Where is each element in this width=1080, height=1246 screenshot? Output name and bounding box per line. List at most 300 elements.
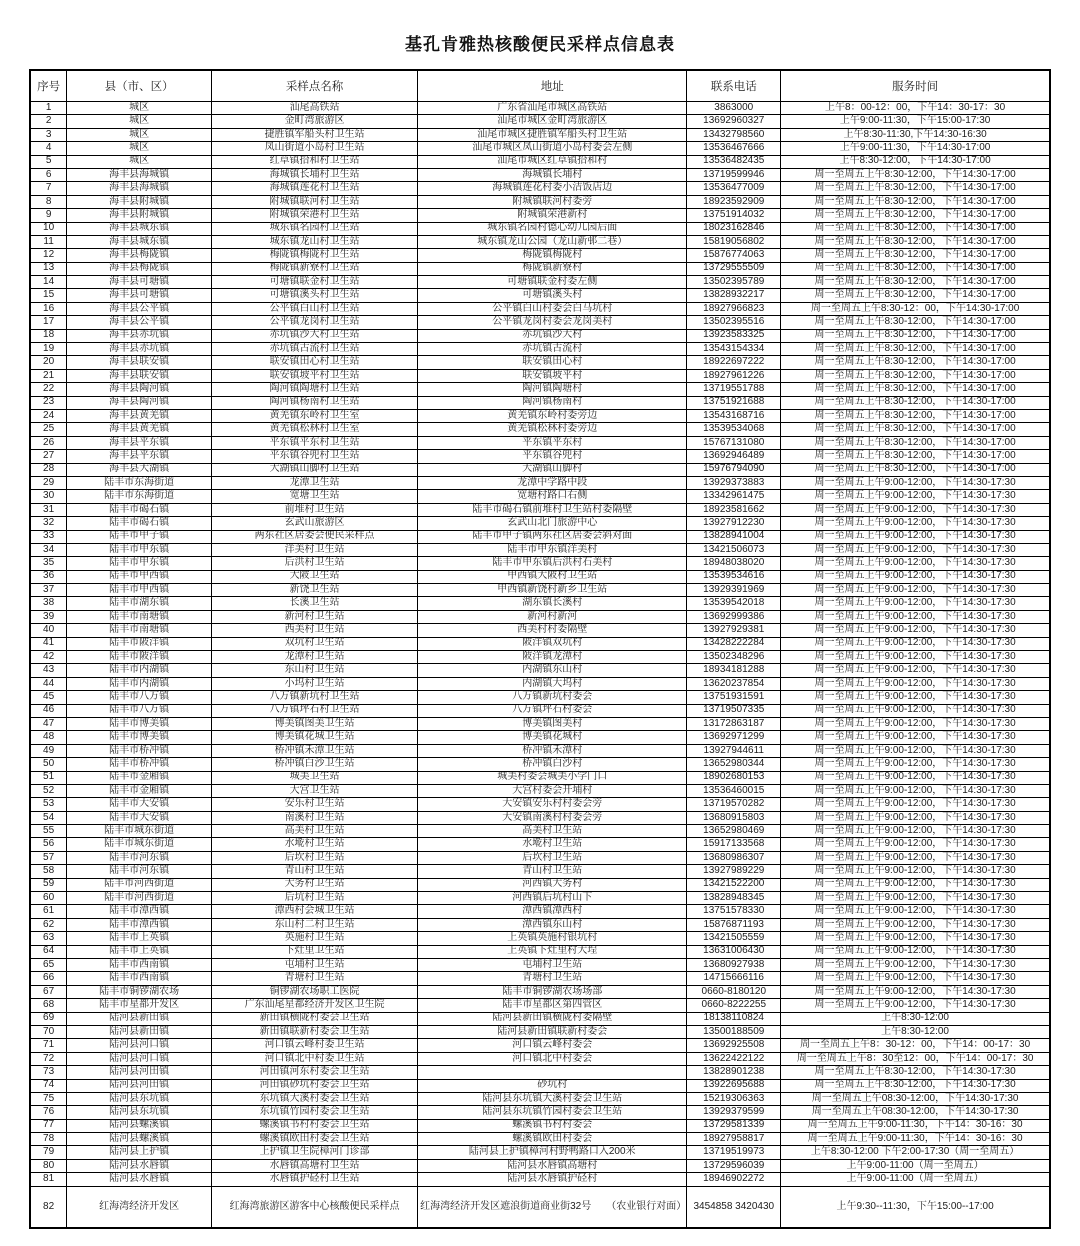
cell-address: 大湖镇山脚村 — [418, 463, 687, 476]
cell-phone: 13719519973 — [687, 1146, 781, 1159]
cell-index: 7 — [30, 182, 67, 195]
cell-county: 陆河县螺溪镇 — [67, 1133, 212, 1146]
cell-site-name: 青山村卫生站 — [212, 865, 418, 878]
cell-index: 4 — [30, 142, 67, 155]
cell-phone: 13828948345 — [687, 892, 781, 905]
cell-index: 73 — [30, 1066, 67, 1079]
cell-county: 陆丰市东海街道 — [67, 490, 212, 503]
cell-address: 陂洋镇双坑村 — [418, 637, 687, 650]
cell-phone: 13923583325 — [687, 329, 781, 342]
cell-phone: 13828932217 — [687, 289, 781, 302]
cell-site-name: 水墘村卫生站 — [212, 838, 418, 851]
cell-index: 69 — [30, 1012, 67, 1025]
table-row — [30, 637, 1050, 650]
table-row — [30, 329, 1050, 342]
cell-address: 河口镇北中村委会 — [418, 1052, 687, 1065]
cell-service-time: 周一至周五上午08:30-12:00，下午14:30-17:30 — [781, 1092, 1050, 1105]
cell-address: 河西镇后坑村山下 — [418, 892, 687, 905]
cell-site-name: 东山村卫生站 — [212, 664, 418, 677]
cell-service-time: 周一至周五上午8:30-12:00，下午14:30-17:00 — [781, 450, 1050, 463]
cell-site-name: 平东镇平东村卫生站 — [212, 436, 418, 449]
cell-site-name: 公平镇龙岗村卫生站 — [212, 316, 418, 329]
cell-phone: 13828941004 — [687, 530, 781, 543]
cell-address: 联安镇坡平村 — [418, 369, 687, 382]
cell-address — [418, 1066, 687, 1079]
cell-address: 青塘村卫生站 — [418, 972, 687, 985]
cell-county: 陆河县河口镇 — [67, 1052, 212, 1065]
cell-index: 17 — [30, 316, 67, 329]
table-row — [30, 1119, 1050, 1132]
cell-county: 海丰县陶河镇 — [67, 396, 212, 409]
cell-index: 38 — [30, 597, 67, 610]
cell-service-time: 周一至周五上午8:30-12:00，下午14:30-17:00 — [781, 369, 1050, 382]
table-row — [30, 195, 1050, 208]
cell-site-name: 海城镇莲花村卫生站 — [212, 182, 418, 195]
cell-address: 大宫村委会开埔村 — [418, 784, 687, 797]
table-row — [30, 463, 1050, 476]
cell-site-name: 潭西村会城卫生站 — [212, 905, 418, 918]
cell-address: 城美村委会城美小学门口 — [418, 771, 687, 784]
cell-index: 27 — [30, 450, 67, 463]
cell-county: 陆丰市陂洋镇 — [67, 651, 212, 664]
cell-index: 62 — [30, 918, 67, 931]
cell-county: 陆丰市大安镇 — [67, 811, 212, 824]
cell-site-name: 洋美村卫生站 — [212, 543, 418, 556]
cell-site-name: 陶河镇陶塘村卫生站 — [212, 383, 418, 396]
cell-county: 陆河县河口镇 — [67, 1039, 212, 1052]
cell-phone: 18948038020 — [687, 557, 781, 570]
cell-index: 61 — [30, 905, 67, 918]
cell-phone: 13927944611 — [687, 744, 781, 757]
cell-service-time: 周一至周五上午8:30-12：00，下午14:30-17:00 — [781, 302, 1050, 315]
cell-county: 海丰县大湖镇 — [67, 463, 212, 476]
table-row — [30, 450, 1050, 463]
cell-county: 陆丰市城东街道 — [67, 825, 212, 838]
cell-index: 25 — [30, 423, 67, 436]
cell-phone: 18138110824 — [687, 1012, 781, 1025]
cell-index: 11 — [30, 235, 67, 248]
cell-address: 陆丰市甲东镇后洪村石美村 — [418, 557, 687, 570]
cell-address: 附城镇荣港新村 — [418, 209, 687, 222]
cell-service-time: 周一至周五上午8:30-12:00，下午14:30-17:00 — [781, 383, 1050, 396]
table-row — [30, 490, 1050, 503]
cell-site-name: 联安镇坡平村卫生站 — [212, 369, 418, 382]
cell-site-name: 龙潭卫生站 — [212, 476, 418, 489]
cell-service-time: 上午9:00-11:30，下午14:30-17:00 — [781, 142, 1050, 155]
cell-index: 29 — [30, 476, 67, 489]
cell-phone: 13692999386 — [687, 610, 781, 623]
cell-phone: 13536467666 — [687, 142, 781, 155]
table-row — [30, 1079, 1050, 1092]
cell-address: 梅陇镇梅陇村 — [418, 249, 687, 262]
cell-address: 砂坑村 — [418, 1079, 687, 1092]
cell-index: 80 — [30, 1159, 67, 1172]
cell-index: 54 — [30, 811, 67, 824]
cell-county: 城区 — [67, 128, 212, 141]
cell-site-name: 上护镇卫生院樟河门诊部 — [212, 1146, 418, 1159]
cell-county: 城区 — [67, 102, 212, 115]
cell-address: 陆河县水唇镇高塘村 — [418, 1159, 687, 1172]
cell-index: 48 — [30, 731, 67, 744]
cell-index: 67 — [30, 985, 67, 998]
cell-county: 海丰县赤坑镇 — [67, 329, 212, 342]
cell-service-time: 上午8:30-12:00 下午2:00-17:30（周一至周五） — [781, 1146, 1050, 1159]
cell-county: 城区 — [67, 115, 212, 128]
cell-index: 6 — [30, 168, 67, 181]
table-row — [30, 717, 1050, 730]
table-row — [30, 249, 1050, 262]
table-row — [30, 235, 1050, 248]
cell-index: 46 — [30, 704, 67, 717]
cell-county: 陆丰市星都开发区 — [67, 999, 212, 1012]
cell-index: 81 — [30, 1173, 67, 1186]
cell-address: 公平镇龙岗村委会龙岗美村 — [418, 316, 687, 329]
cell-address: 内湖镇大坞村 — [418, 677, 687, 690]
cell-site-name: 玄武山旅游区 — [212, 517, 418, 530]
cell-phone: 13692960327 — [687, 115, 781, 128]
cell-address: 陆丰市星都区第四管区 — [418, 999, 687, 1012]
cell-county: 陆丰市金厢镇 — [67, 771, 212, 784]
cell-site-name: 屯埔村卫生站 — [212, 959, 418, 972]
cell-index: 2 — [30, 115, 67, 128]
table-row — [30, 838, 1050, 851]
cell-site-name: 小坞村卫生站 — [212, 677, 418, 690]
cell-index: 75 — [30, 1092, 67, 1105]
cell-service-time: 周一至周五上午9:00-12:00，下午14:30-17:30 — [781, 530, 1050, 543]
cell-phone: 13680915803 — [687, 811, 781, 824]
table-row — [30, 811, 1050, 824]
cell-index: 77 — [30, 1119, 67, 1132]
table-row — [30, 651, 1050, 664]
cell-index: 19 — [30, 343, 67, 356]
cell-address: 汕尾市城区凤山街道小岛村委会左侧 — [418, 142, 687, 155]
cell-site-name: 新田镇联新村委会卫生站 — [212, 1025, 418, 1038]
table-row — [30, 771, 1050, 784]
cell-address: 联安镇田心村 — [418, 356, 687, 369]
cell-index: 24 — [30, 409, 67, 422]
cell-address: 陆丰市碣石镇前堆村卫生站村委隔壁 — [418, 503, 687, 516]
cell-site-name: 附城镇联河村卫生站 — [212, 195, 418, 208]
cell-service-time: 周一至周五上午9:00-12:00，下午14:30-17:30 — [781, 838, 1050, 851]
cell-phone: 13729596039 — [687, 1159, 781, 1172]
cell-county: 陆丰市金厢镇 — [67, 784, 212, 797]
cell-site-name: 河口镇北中村委卫生站 — [212, 1052, 418, 1065]
cell-phone: 13342961475 — [687, 490, 781, 503]
cell-address: 附城镇联河村委旁 — [418, 195, 687, 208]
cell-index: 52 — [30, 784, 67, 797]
cell-address: 湖东镇长溪村 — [418, 597, 687, 610]
table-row — [30, 731, 1050, 744]
cell-site-name: 河田镇砂坑村委会卫生站 — [212, 1079, 418, 1092]
cell-county: 海丰县公平镇 — [67, 302, 212, 315]
cell-service-time: 周一至周五上午8:30-12:00，下午14:30-17:00 — [781, 463, 1050, 476]
cell-county: 陆丰市河西街道 — [67, 892, 212, 905]
cell-phone: 13751931591 — [687, 691, 781, 704]
cell-phone: 13432798560 — [687, 128, 781, 141]
cell-phone: 18923581662 — [687, 503, 781, 516]
table-row — [30, 316, 1050, 329]
cell-phone: 13502395516 — [687, 316, 781, 329]
cell-service-time: 周一至周五上午9:00-12:00，下午14:30-17:30 — [781, 717, 1050, 730]
cell-address: 甲西镇大陂村卫生站 — [418, 570, 687, 583]
cell-index: 3 — [30, 128, 67, 141]
table-row — [30, 825, 1050, 838]
cell-site-name: 博美镇图美卫生站 — [212, 717, 418, 730]
cell-site-name: 联安镇田心村卫生站 — [212, 356, 418, 369]
cell-index: 37 — [30, 584, 67, 597]
cell-service-time: 周一至周五上午8:30-12:00，下午14:30-17:00 — [781, 182, 1050, 195]
cell-index: 68 — [30, 999, 67, 1012]
cell-service-time: 上午9:00-11:30，下午15:00-17:30 — [781, 115, 1050, 128]
cell-county: 海丰县平东镇 — [67, 436, 212, 449]
cell-phone: 13719599946 — [687, 168, 781, 181]
cell-site-name: 赤坑镇沙大村卫生站 — [212, 329, 418, 342]
cell-site-name: 高美村卫生站 — [212, 825, 418, 838]
cell-county: 海丰县陶河镇 — [67, 383, 212, 396]
cell-site-name: 水唇镇护硁村卫生站 — [212, 1173, 418, 1186]
cell-phone: 13751578330 — [687, 905, 781, 918]
cell-address: 陆丰市铜锣湖农场场部 — [418, 985, 687, 998]
cell-index: 35 — [30, 557, 67, 570]
cell-address: 陆河县上护镇樟河村野鸭路口入200米 — [418, 1146, 687, 1159]
cell-index: 1 — [30, 102, 67, 115]
cell-index: 66 — [30, 972, 67, 985]
table-row — [30, 436, 1050, 449]
cell-site-name: 南溪村卫生站 — [212, 811, 418, 824]
cell-index: 63 — [30, 932, 67, 945]
cell-service-time: 周一至周五上午8:30-12:00，下午14:30-17:00 — [781, 289, 1050, 302]
cell-address: 后坎村卫生站 — [418, 851, 687, 864]
table-row — [30, 530, 1050, 543]
cell-county: 海丰县附城镇 — [67, 195, 212, 208]
cell-index: 78 — [30, 1133, 67, 1146]
cell-index: 71 — [30, 1039, 67, 1052]
cell-index: 50 — [30, 758, 67, 771]
table-row — [30, 892, 1050, 905]
cell-service-time: 周一至周五上午9:00-12:00，下午14:30-17:30 — [781, 985, 1050, 998]
cell-address: 玄武山北门旅游中心 — [418, 517, 687, 530]
cell-phone: 13543154334 — [687, 343, 781, 356]
cell-county: 海丰县梅陇镇 — [67, 262, 212, 275]
cell-site-name: 铜锣湖农场职工医院 — [212, 985, 418, 998]
cell-address: 上英镇下灶里村大埕 — [418, 945, 687, 958]
cell-service-time: 周一至周五上午9:00-12:00，下午14:30-17:30 — [781, 945, 1050, 958]
table-row — [30, 972, 1050, 985]
cell-service-time: 周一至周五上午9:00-12:00，下午14:30-17:30 — [781, 476, 1050, 489]
cell-address: 八万镇坪石村委会 — [418, 704, 687, 717]
cell-address: 陶河镇杨南村 — [418, 396, 687, 409]
cell-address: 桥冲镇白沙村 — [418, 758, 687, 771]
cell-address: 内湖镇东山村 — [418, 664, 687, 677]
cell-index: 28 — [30, 463, 67, 476]
table-row — [30, 262, 1050, 275]
cell-address: 赤坑镇古流村 — [418, 343, 687, 356]
table-row — [30, 677, 1050, 690]
cell-address: 城东镇名园村德心幼儿园后面 — [418, 222, 687, 235]
cell-phone: 13428222284 — [687, 637, 781, 650]
table-row — [30, 182, 1050, 195]
table-row — [30, 1066, 1050, 1079]
cell-site-name: 八万镇新坑村卫生站 — [212, 691, 418, 704]
cell-site-name: 青塘村卫生站 — [212, 972, 418, 985]
cell-address: 海城镇莲花村委小洁饭店边 — [418, 182, 687, 195]
cell-service-time: 周一至周五上午8:30-12:00，下午14:30-17:30 — [781, 1066, 1050, 1079]
cell-phone: 13536482435 — [687, 155, 781, 168]
cell-index: 9 — [30, 209, 67, 222]
cell-service-time: 周一至周五上午9:00-12:00，下午14:30-17:30 — [781, 865, 1050, 878]
cell-service-time: 上午8:30-11:30,下午14:30-16:30 — [781, 128, 1050, 141]
table-row — [30, 784, 1050, 797]
cell-service-time: 周一至周五上午8:30-12:00，下午14:30-17:00 — [781, 262, 1050, 275]
cell-phone: 13927989229 — [687, 865, 781, 878]
cell-phone: 15876774063 — [687, 249, 781, 262]
cell-index: 33 — [30, 530, 67, 543]
cell-service-time: 周一至周五上午9:00-12:00，下午14:30-17:30 — [781, 811, 1050, 824]
cell-service-time: 周一至周五上午9:00-12:00，下午14:30-17:30 — [781, 664, 1050, 677]
cell-index: 60 — [30, 892, 67, 905]
cell-phone: 13719570282 — [687, 798, 781, 811]
cell-county: 海丰县梅陇镇 — [67, 249, 212, 262]
cell-site-name: 大湖镇山脚村卫生站 — [212, 463, 418, 476]
cell-phone: 15917133568 — [687, 838, 781, 851]
cell-service-time: 周一至周五上午9:00-12:00，下午14:30-17:30 — [781, 851, 1050, 864]
table-row — [30, 851, 1050, 864]
table-row — [30, 865, 1050, 878]
cell-site-name: 可塘镇联金村卫生站 — [212, 276, 418, 289]
table-row — [30, 356, 1050, 369]
table-row — [30, 1133, 1050, 1146]
cell-address: 宽塘村路口右侧 — [418, 490, 687, 503]
cell-county: 陆丰市碣石镇 — [67, 503, 212, 516]
cell-county: 海丰县联安镇 — [67, 356, 212, 369]
cell-phone: 13536460015 — [687, 784, 781, 797]
cell-county: 陆丰市博美镇 — [67, 731, 212, 744]
cell-site-name: 河口镇云峰村委卫生站 — [212, 1039, 418, 1052]
cell-county: 海丰县公平镇 — [67, 316, 212, 329]
table-row — [30, 302, 1050, 315]
table-header-row — [30, 70, 1050, 102]
cell-index: 21 — [30, 369, 67, 382]
cell-phone: 13539542018 — [687, 597, 781, 610]
cell-address: 黄羌镇松林村委旁边 — [418, 423, 687, 436]
cell-service-time: 周一至周五上午9:00-12:00，下午14:30-17:30 — [781, 878, 1050, 891]
cell-site-name: 附城镇荣港村卫生站 — [212, 209, 418, 222]
cell-service-time: 周一至周五上午8:30-12:00，下午14:30-17:00 — [781, 222, 1050, 235]
cell-site-name: 桥冲镇白沙卫生站 — [212, 758, 418, 771]
cell-service-time: 周一至周五上午9:00-12:00，下午14:30-17:30 — [781, 918, 1050, 931]
cell-phone: 18922697222 — [687, 356, 781, 369]
table-row — [30, 409, 1050, 422]
cell-site-name: 梅陇镇新寮村卫生站 — [212, 262, 418, 275]
cell-index: 72 — [30, 1052, 67, 1065]
cell-address: 公平镇白山村委会白马坑村 — [418, 302, 687, 315]
cell-phone: 15876871193 — [687, 918, 781, 931]
cell-county: 陆丰市上英镇 — [67, 945, 212, 958]
cell-site-name: 梅陇镇梅陇村卫生站 — [212, 249, 418, 262]
cell-address: 河口镇云峰村委会 — [418, 1039, 687, 1052]
cell-service-time: 周一至周五上午8：30至12：00，下午14：00-17：30 — [781, 1052, 1050, 1065]
table-row — [30, 1092, 1050, 1105]
cell-service-time: 周一至周五上午9:00-12:00，下午14:30-17:30 — [781, 490, 1050, 503]
cell-service-time: 上午8:30-12:00 — [781, 1025, 1050, 1038]
cell-index: 18 — [30, 329, 67, 342]
cell-service-time: 上午9:00-11:00（周一至周五） — [781, 1159, 1050, 1172]
column-header-site-name: 采样点名称 — [212, 70, 418, 102]
cell-site-name: 后坎村卫生站 — [212, 851, 418, 864]
cell-county: 陆丰市桥冲镇 — [67, 758, 212, 771]
cell-site-name: 捷胜镇军船头村卫生站 — [212, 128, 418, 141]
cell-phone: 13652980344 — [687, 758, 781, 771]
cell-index: 42 — [30, 651, 67, 664]
cell-index: 58 — [30, 865, 67, 878]
cell-service-time: 上午9:00-11:00（周一至周五） — [781, 1173, 1050, 1186]
cell-county: 陆丰市河东镇 — [67, 865, 212, 878]
cell-index: 39 — [30, 610, 67, 623]
cell-county: 海丰县海城镇 — [67, 168, 212, 181]
cell-phone: 18927961226 — [687, 369, 781, 382]
cell-index: 23 — [30, 396, 67, 409]
cell-index: 26 — [30, 436, 67, 449]
cell-service-time: 周一至周五上午9:00-12:00，下午14:30-17:30 — [781, 543, 1050, 556]
cell-site-name: 宽塘卫生站 — [212, 490, 418, 503]
cell-address: 陆河县新田镇横陇村委隔壁 — [418, 1012, 687, 1025]
cell-service-time: 周一至周五上午9:00-12:00，下午14:30-17:30 — [781, 771, 1050, 784]
cell-index: 14 — [30, 276, 67, 289]
cell-site-name: 凤山街道小岛村卫生站 — [212, 142, 418, 155]
cell-site-name: 大陂卫生站 — [212, 570, 418, 583]
cell-phone: 18902680153 — [687, 771, 781, 784]
cell-phone: 13751914032 — [687, 209, 781, 222]
cell-address: 青山村卫生站 — [418, 865, 687, 878]
table-row — [30, 1012, 1050, 1025]
cell-phone: 13500188509 — [687, 1025, 781, 1038]
cell-county: 陆丰市湖东镇 — [67, 597, 212, 610]
cell-address: 汕尾市城区金町湾旅游区 — [418, 115, 687, 128]
cell-phone: 3863000 — [687, 102, 781, 115]
cell-site-name: 英施村卫生站 — [212, 932, 418, 945]
cell-phone: 13620237854 — [687, 677, 781, 690]
cell-service-time: 周一至周五上午9:00-12:00，下午14:30-17:30 — [781, 731, 1050, 744]
cell-service-time: 周一至周五上午9:00-12:00，下午14:30-17:30 — [781, 610, 1050, 623]
cell-phone: 13536477009 — [687, 182, 781, 195]
cell-address: 螺溪镇书村村委会 — [418, 1119, 687, 1132]
cell-address: 潭西镇潭西村 — [418, 905, 687, 918]
cell-site-name: 后洪村卫生站 — [212, 557, 418, 570]
cell-county: 陆丰市陂洋镇 — [67, 637, 212, 650]
cell-phone: 13927912230 — [687, 517, 781, 530]
column-header-index: 序号 — [30, 70, 67, 102]
table-row — [30, 597, 1050, 610]
cell-index: 5 — [30, 155, 67, 168]
cell-index: 47 — [30, 717, 67, 730]
cell-site-name: 城东镇龙山村卫生站 — [212, 235, 418, 248]
cell-service-time: 上午9:30--11:30，下午15:00--17:00 — [781, 1186, 1050, 1228]
table-row — [30, 945, 1050, 958]
cell-index: 43 — [30, 664, 67, 677]
cell-site-name: 新河村卫生站 — [212, 610, 418, 623]
table-header — [30, 70, 1050, 102]
cell-service-time: 周一至周五上午9:00-12:00，下午14:30-17:30 — [781, 570, 1050, 583]
cell-address: 平东镇谷兜村 — [418, 450, 687, 463]
cell-county: 陆丰市西南镇 — [67, 972, 212, 985]
cell-phone: 18946902272 — [687, 1173, 781, 1186]
cell-site-name: 桥冲镇禾潭卫生站 — [212, 744, 418, 757]
table-row — [30, 959, 1050, 972]
cell-phone: 15976794090 — [687, 463, 781, 476]
cell-index: 70 — [30, 1025, 67, 1038]
cell-index: 31 — [30, 503, 67, 516]
table-row — [30, 691, 1050, 704]
